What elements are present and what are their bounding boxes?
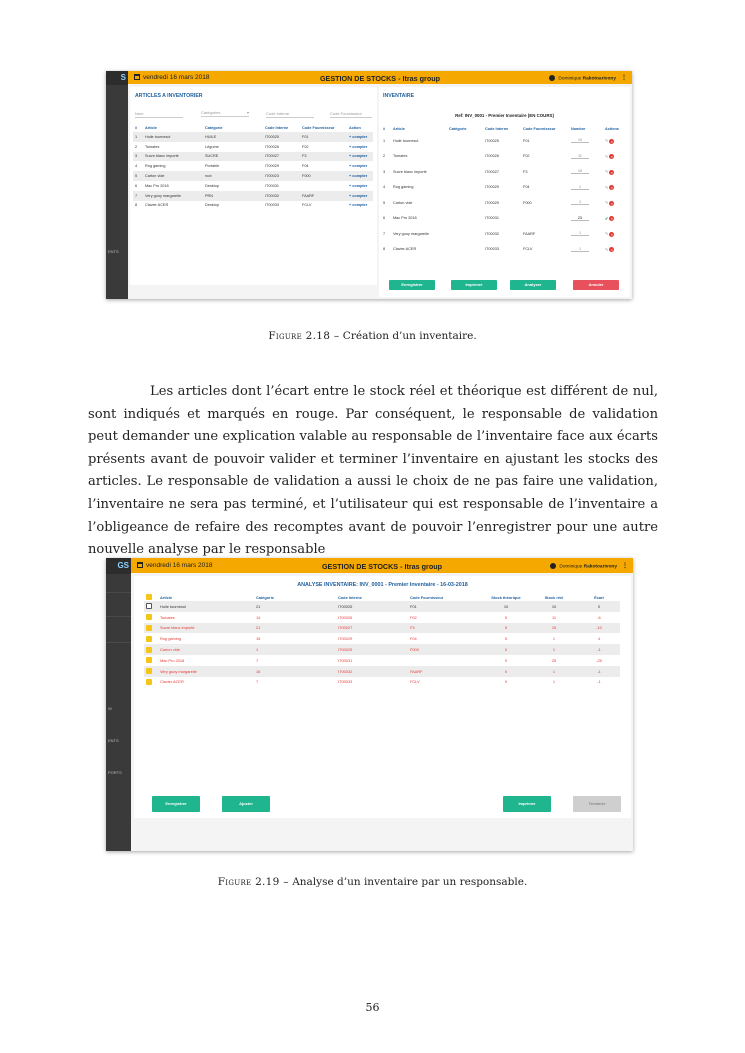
cell: 8 bbox=[135, 203, 138, 208]
cell: Sucre blanc importé bbox=[158, 623, 254, 634]
cell: 5 bbox=[504, 636, 508, 642]
inventory-table bbox=[381, 125, 629, 257]
cell: Very gooy margarelle bbox=[158, 666, 254, 677]
cell: IT00027 bbox=[263, 152, 300, 162]
count-button[interactable]: + compter bbox=[349, 203, 368, 208]
app-header bbox=[128, 71, 632, 84]
cell: Tomates bbox=[393, 154, 408, 159]
cell: IT00029 bbox=[485, 185, 499, 190]
cell: IT00027 bbox=[485, 169, 499, 174]
cell: IT00025 bbox=[336, 601, 408, 612]
cell: F01 bbox=[408, 601, 482, 612]
cell: root bbox=[203, 171, 263, 181]
delete-icon[interactable]: × bbox=[610, 185, 613, 190]
delete-icon[interactable]: × bbox=[610, 231, 613, 237]
count-button[interactable]: + compter bbox=[347, 191, 373, 201]
table-row bbox=[133, 161, 373, 171]
inventory-reference: Ref: INV_0001 - Premier Inventaire (EN COURS) bbox=[455, 113, 554, 118]
cell: 1 bbox=[254, 644, 336, 655]
internal-code-filter-input[interactable]: Code Interne bbox=[266, 111, 314, 118]
cell: 7 bbox=[256, 657, 259, 663]
cell: Carton vide bbox=[393, 200, 413, 205]
cell: -1 bbox=[578, 666, 620, 677]
cell: 1 bbox=[552, 679, 556, 685]
row-checkbox[interactable] bbox=[146, 668, 152, 674]
cell: F04 bbox=[523, 185, 530, 190]
cell bbox=[521, 211, 569, 227]
cell: 15 bbox=[530, 623, 578, 634]
count-input[interactable]: 1 bbox=[571, 231, 589, 236]
header-date: vendredi 16 mars 2018 bbox=[137, 562, 213, 569]
table-row bbox=[381, 149, 629, 165]
cell: IT00032 bbox=[263, 191, 300, 201]
cell: Mac Pro 2018 bbox=[393, 216, 417, 221]
row-checkbox[interactable] bbox=[146, 657, 152, 663]
cell: FCLV bbox=[523, 247, 533, 252]
cell: Sucre blanc importé bbox=[143, 152, 203, 162]
cell: Very gooy margarelle bbox=[143, 191, 203, 201]
cell: F02 bbox=[302, 144, 309, 149]
analysis-table bbox=[144, 593, 620, 687]
cell: 0 bbox=[482, 644, 530, 655]
cell: 5 bbox=[133, 171, 143, 181]
cell: 10 bbox=[530, 601, 578, 612]
figure-2-19-screenshot bbox=[106, 558, 633, 851]
cell: 15 bbox=[256, 636, 261, 642]
cell: SUCRE bbox=[203, 152, 263, 162]
col-article: Article bbox=[393, 127, 405, 131]
table-row bbox=[133, 181, 373, 191]
cell: 0 bbox=[578, 601, 620, 612]
cell: IT00023 bbox=[263, 171, 300, 181]
user-menu[interactable]: Dominique Rakotoarivony bbox=[550, 563, 617, 569]
cell: Sucre blanc importé bbox=[393, 169, 427, 174]
cell: IT00026 bbox=[338, 614, 353, 620]
row-checkbox[interactable] bbox=[146, 614, 152, 620]
cancel-button[interactable]: Annuler bbox=[573, 280, 619, 290]
col-category: Catégorie bbox=[205, 126, 223, 130]
cell bbox=[300, 181, 347, 191]
table-row bbox=[381, 211, 629, 227]
figure-2-19-caption: Figure 2.19 – Analyse d’un inventaire par un responsable. bbox=[217, 876, 528, 888]
col-real-stock: Stock réel bbox=[544, 594, 564, 600]
table-row bbox=[133, 132, 373, 142]
table-row bbox=[133, 201, 373, 211]
cell: PRN bbox=[203, 191, 263, 201]
cell bbox=[447, 195, 483, 211]
row-checkbox[interactable] bbox=[146, 679, 152, 685]
more-menu-icon[interactable]: ⋮ bbox=[621, 75, 627, 81]
category-select[interactable]: Catégories ▾ bbox=[201, 110, 249, 115]
cell: 2 bbox=[383, 154, 386, 159]
table-header-row bbox=[144, 593, 620, 601]
cell: IT00033 bbox=[265, 203, 279, 208]
cell: Very gooy margarelle bbox=[393, 231, 429, 236]
cell: F000 bbox=[408, 644, 482, 655]
cell: 4 bbox=[135, 164, 138, 169]
table-header-row bbox=[381, 125, 629, 133]
delete-icon[interactable]: × bbox=[610, 216, 613, 221]
app-title: GESTION DE STOCKS - Itras group bbox=[321, 561, 443, 571]
cell: 6 bbox=[135, 183, 138, 188]
cell: IT00025 bbox=[263, 132, 300, 142]
cell: 5 bbox=[383, 200, 386, 205]
cell: Carton vide bbox=[158, 644, 254, 655]
table-row bbox=[381, 226, 629, 242]
cell: IT00026 bbox=[485, 154, 499, 159]
edit-icon[interactable]: ✎ bbox=[605, 154, 609, 159]
table-row bbox=[133, 142, 373, 152]
analysis-title: ANALYSE INVENTAIRE: INV_0001 - Premier Inventaire - 16-03-2018 bbox=[297, 582, 468, 588]
row-checkbox[interactable] bbox=[146, 603, 152, 609]
delete-icon[interactable]: × bbox=[610, 200, 613, 206]
cell: IT00031 bbox=[265, 183, 279, 188]
table-header-row bbox=[133, 124, 373, 132]
cell: FAARF bbox=[408, 666, 482, 677]
cell: 0 bbox=[504, 657, 508, 663]
cell: Desktop bbox=[205, 203, 219, 208]
inventory-panel bbox=[379, 87, 630, 297]
table-row bbox=[133, 191, 373, 201]
row-checkbox[interactable] bbox=[146, 636, 152, 642]
cell: 10 bbox=[482, 601, 530, 612]
table-row bbox=[381, 180, 629, 196]
cell: F3 bbox=[523, 169, 528, 174]
table-row bbox=[144, 633, 620, 644]
analyze-button[interactable]: Analyser bbox=[510, 280, 556, 290]
cell: F04 bbox=[302, 164, 309, 169]
cell bbox=[447, 226, 483, 242]
row-checkbox[interactable] bbox=[146, 647, 152, 653]
count-button[interactable]: + compter bbox=[347, 132, 373, 142]
sidebar-divider bbox=[106, 616, 131, 617]
cell: IT00033 bbox=[485, 247, 499, 252]
count-button[interactable]: + compter bbox=[349, 144, 368, 149]
edit-icon[interactable]: ✎ bbox=[605, 247, 609, 252]
analysis-panel bbox=[134, 576, 631, 818]
cell: 3 bbox=[133, 152, 143, 162]
table-row bbox=[144, 677, 620, 688]
cell: 5 bbox=[504, 614, 508, 620]
cell: Desktop bbox=[205, 183, 219, 188]
cell: Clavier ACER bbox=[393, 247, 417, 252]
cell: IT00025 bbox=[485, 138, 499, 143]
table-row bbox=[144, 666, 620, 677]
cell: IT00032 bbox=[485, 231, 499, 236]
user-icon bbox=[549, 75, 555, 81]
cell: F02 bbox=[410, 614, 417, 620]
cell: 1 bbox=[552, 636, 556, 642]
articles-panel bbox=[130, 87, 377, 285]
col-actions: Actions bbox=[605, 127, 619, 131]
col-num: # bbox=[135, 126, 138, 130]
cell: 25 bbox=[551, 657, 557, 663]
count-button[interactable]: + compter bbox=[347, 152, 373, 162]
sidebar-divider bbox=[106, 642, 131, 643]
cell: FCLV bbox=[410, 679, 420, 685]
cell: 0 bbox=[504, 679, 508, 685]
select-all-checkbox[interactable] bbox=[146, 594, 152, 600]
cell: F000 bbox=[523, 200, 532, 205]
print-button[interactable]: Imprimer bbox=[451, 280, 497, 290]
user-icon bbox=[550, 563, 556, 569]
cell: 2 bbox=[135, 144, 138, 149]
cell: 16 bbox=[254, 666, 336, 677]
cell: 1 bbox=[530, 644, 578, 655]
table-row bbox=[144, 655, 620, 666]
cell: 4 bbox=[597, 636, 601, 642]
table-row bbox=[144, 623, 620, 634]
cell bbox=[447, 180, 483, 196]
count-input[interactable]: 1 bbox=[571, 247, 589, 252]
delete-icon[interactable]: × bbox=[610, 138, 613, 144]
col-number: Nombre bbox=[571, 127, 586, 131]
articles-table bbox=[133, 124, 373, 210]
cell: 21 bbox=[254, 623, 336, 634]
cell: Rog gaming bbox=[393, 185, 414, 190]
user-menu[interactable]: Dominique Rakotoarivony bbox=[549, 75, 616, 81]
cell: -25 bbox=[596, 657, 602, 663]
cell: Huile tournesol bbox=[158, 601, 254, 612]
cell: Clavier ACER bbox=[160, 679, 184, 685]
cell: -1 bbox=[578, 644, 620, 655]
cell: 7 bbox=[256, 679, 259, 685]
col-num: # bbox=[383, 127, 386, 131]
col-category: Catégorie bbox=[449, 127, 467, 131]
finish-button[interactable]: Terminer bbox=[573, 796, 621, 812]
sidebar-label[interactable]: ENTS bbox=[108, 249, 119, 254]
col-action: Action bbox=[349, 126, 361, 130]
cell: -10 bbox=[578, 623, 620, 634]
articles-panel-title: ARTICLES A INVENTORIER bbox=[135, 93, 203, 99]
table-row bbox=[381, 195, 629, 211]
cell: IT00029 bbox=[265, 164, 279, 169]
cell: 3 bbox=[383, 169, 386, 174]
table-row bbox=[144, 644, 620, 655]
cell: Tomates bbox=[145, 144, 160, 149]
cell: F000 bbox=[300, 171, 347, 181]
table-row bbox=[144, 612, 620, 623]
cell: Rog gaming bbox=[145, 164, 166, 169]
cell: Huile tournesol bbox=[393, 138, 419, 143]
cell: IT00029 bbox=[338, 636, 353, 642]
sidebar bbox=[106, 558, 131, 851]
table-row bbox=[381, 242, 629, 258]
cell: Carton vide bbox=[143, 171, 203, 181]
cell: 4 bbox=[383, 185, 386, 190]
chevron-down-icon: ▾ bbox=[246, 110, 249, 115]
cell: IT00029 bbox=[485, 200, 499, 205]
delete-icon[interactable]: × bbox=[610, 247, 613, 252]
logo: S bbox=[106, 71, 128, 85]
figure-2-18-screenshot bbox=[106, 71, 632, 299]
cell: IT00033 bbox=[338, 679, 353, 685]
cell: 11 bbox=[551, 614, 557, 620]
cell: -6 bbox=[597, 614, 601, 620]
cell: 1 bbox=[530, 666, 578, 677]
sidebar-label[interactable]: ENTS bbox=[108, 738, 119, 743]
cell bbox=[447, 149, 483, 165]
cell: F04 bbox=[410, 636, 417, 642]
cell: F02 bbox=[523, 154, 530, 159]
cell: Légume bbox=[205, 144, 219, 149]
cell: IT00029 bbox=[336, 644, 408, 655]
body-paragraph: Les articles dont l’écart entre le stock réel et théorique est différent de nul, sont indiqués et marqués en rouge. Par conséquent, le responsable de validation peut demander une explication valable au responsable de l’inventaire face aux écarts présents avant de pouvoir valider et terminer l’inventaire en ajustant les stocks des articles. Le responsable de validation a aussi le choix de ne pas faire une validation, l’inventaire ne sera pas terminé, et l’utilisateur qui est responsable de l’inventaire a l’obligeance de refaire des recomptes avant de pouvoir l’enregistrer pour une autre nouvelle analyse par le responsable bbox=[88, 384, 658, 558]
cell: Mac Pro 2018 bbox=[160, 657, 185, 663]
table-row bbox=[133, 152, 373, 162]
cell: FCLV bbox=[302, 203, 312, 208]
adjust-button[interactable]: Ajuster bbox=[222, 796, 270, 812]
more-menu-icon[interactable]: ⋮ bbox=[622, 563, 628, 569]
col-internal-code: Code Interne bbox=[485, 127, 509, 131]
count-input[interactable]: 1 bbox=[571, 200, 589, 205]
table-row bbox=[133, 171, 373, 181]
cell: IT00026 bbox=[265, 144, 279, 149]
cell: 5 bbox=[482, 623, 530, 634]
cell: F3 bbox=[408, 623, 482, 634]
count-button[interactable]: + compter bbox=[349, 164, 368, 169]
cell: IT00027 bbox=[336, 623, 408, 634]
cell: FAARF bbox=[523, 231, 536, 236]
check-icon[interactable]: ✔ bbox=[605, 216, 609, 221]
delete-icon[interactable]: × bbox=[610, 154, 613, 159]
count-input[interactable]: 10 bbox=[571, 138, 589, 143]
cell: 1 bbox=[383, 138, 386, 143]
sidebar bbox=[106, 71, 128, 299]
page-number: 56 bbox=[365, 1001, 380, 1014]
col-article: Article bbox=[160, 594, 173, 600]
cell: 6 bbox=[383, 216, 386, 221]
print-button[interactable]: Imprimer bbox=[503, 796, 551, 812]
col-internal-code: Code Interne bbox=[338, 594, 362, 600]
edit-icon[interactable]: ✎ bbox=[605, 201, 609, 205]
figure-2-18-caption: Figure 2.18 – Création d’un inventaire. bbox=[268, 330, 477, 342]
cell: 0 bbox=[482, 666, 530, 677]
count-input[interactable]: 1 bbox=[571, 185, 589, 190]
cell: Portable bbox=[205, 164, 220, 169]
count-input[interactable]: 11 bbox=[571, 154, 589, 159]
cell: Tomates bbox=[160, 614, 175, 620]
app-header bbox=[131, 558, 633, 573]
edit-icon[interactable]: ✎ bbox=[605, 170, 609, 174]
inventory-panel-title: INVENTAIRE bbox=[383, 93, 415, 99]
cell: F01 bbox=[523, 138, 530, 143]
row-checkbox[interactable] bbox=[146, 625, 152, 631]
sidebar-label[interactable]: PORTS bbox=[108, 770, 122, 775]
count-button[interactable]: + compter bbox=[349, 183, 368, 188]
cell bbox=[447, 242, 483, 258]
col-supplier-code: Code Fournisseur bbox=[523, 127, 556, 131]
count-input[interactable]: 15 bbox=[571, 169, 589, 174]
count-button[interactable]: + compter bbox=[347, 171, 373, 181]
cell bbox=[408, 655, 482, 666]
cell: Clavier ACER bbox=[145, 203, 169, 208]
edit-icon[interactable]: ✎ bbox=[605, 185, 609, 190]
col-article: Article bbox=[145, 126, 157, 130]
table-row bbox=[381, 164, 629, 180]
col-theoretical-stock: Stock théorique bbox=[491, 594, 521, 600]
col-internal-code: Code Interne bbox=[265, 126, 289, 130]
cell: 7 bbox=[133, 191, 143, 201]
sidebar-divider bbox=[106, 592, 131, 593]
cell: Mac Pro 2018 bbox=[145, 183, 169, 188]
app-title: GESTION DE STOCKS - Itras group bbox=[319, 73, 441, 83]
cell: Huile tournesol bbox=[143, 132, 203, 142]
supplier-code-filter-input[interactable]: Code Fournisseur bbox=[330, 111, 372, 118]
cell: IT00032 bbox=[336, 666, 408, 677]
table-row bbox=[381, 133, 629, 149]
cell: 1 bbox=[133, 132, 143, 142]
edit-icon[interactable]: ✎ bbox=[605, 232, 609, 236]
count-input[interactable]: 25 bbox=[571, 216, 589, 221]
cell bbox=[447, 211, 483, 227]
table-row bbox=[144, 601, 620, 612]
cell bbox=[447, 133, 483, 149]
cell: IT00031 bbox=[485, 216, 499, 221]
col-supplier-code: Code Fournisseur bbox=[302, 126, 335, 130]
cell bbox=[447, 164, 483, 180]
header-date: vendredi 16 mars 2018 bbox=[134, 74, 210, 81]
cell: -1 bbox=[597, 679, 601, 685]
cell: F01 bbox=[300, 132, 347, 142]
cell: F3 bbox=[300, 152, 347, 162]
cell: IT00031 bbox=[338, 657, 353, 663]
save-button[interactable]: Enregistrer bbox=[389, 280, 435, 290]
col-supplier-code: Code Fournisseur bbox=[410, 594, 444, 600]
cell: 8 bbox=[383, 247, 386, 252]
col-category: Catégorie bbox=[256, 594, 274, 600]
col-gap: Écart bbox=[594, 594, 604, 600]
cell: 21 bbox=[254, 601, 336, 612]
cell: 14 bbox=[256, 614, 261, 620]
edit-icon[interactable]: ✎ bbox=[605, 139, 609, 143]
cell: FAARF bbox=[300, 191, 347, 201]
delete-icon[interactable]: × bbox=[610, 169, 613, 175]
save-button[interactable]: Enregistrer bbox=[152, 796, 200, 812]
cell: HUILE bbox=[203, 132, 263, 142]
cell: Rog gaming bbox=[160, 636, 181, 642]
name-filter-input[interactable]: Nom bbox=[135, 111, 183, 118]
cell: 7 bbox=[383, 231, 386, 236]
sidebar-label[interactable]: W bbox=[108, 706, 112, 711]
logo: GS bbox=[106, 558, 131, 574]
